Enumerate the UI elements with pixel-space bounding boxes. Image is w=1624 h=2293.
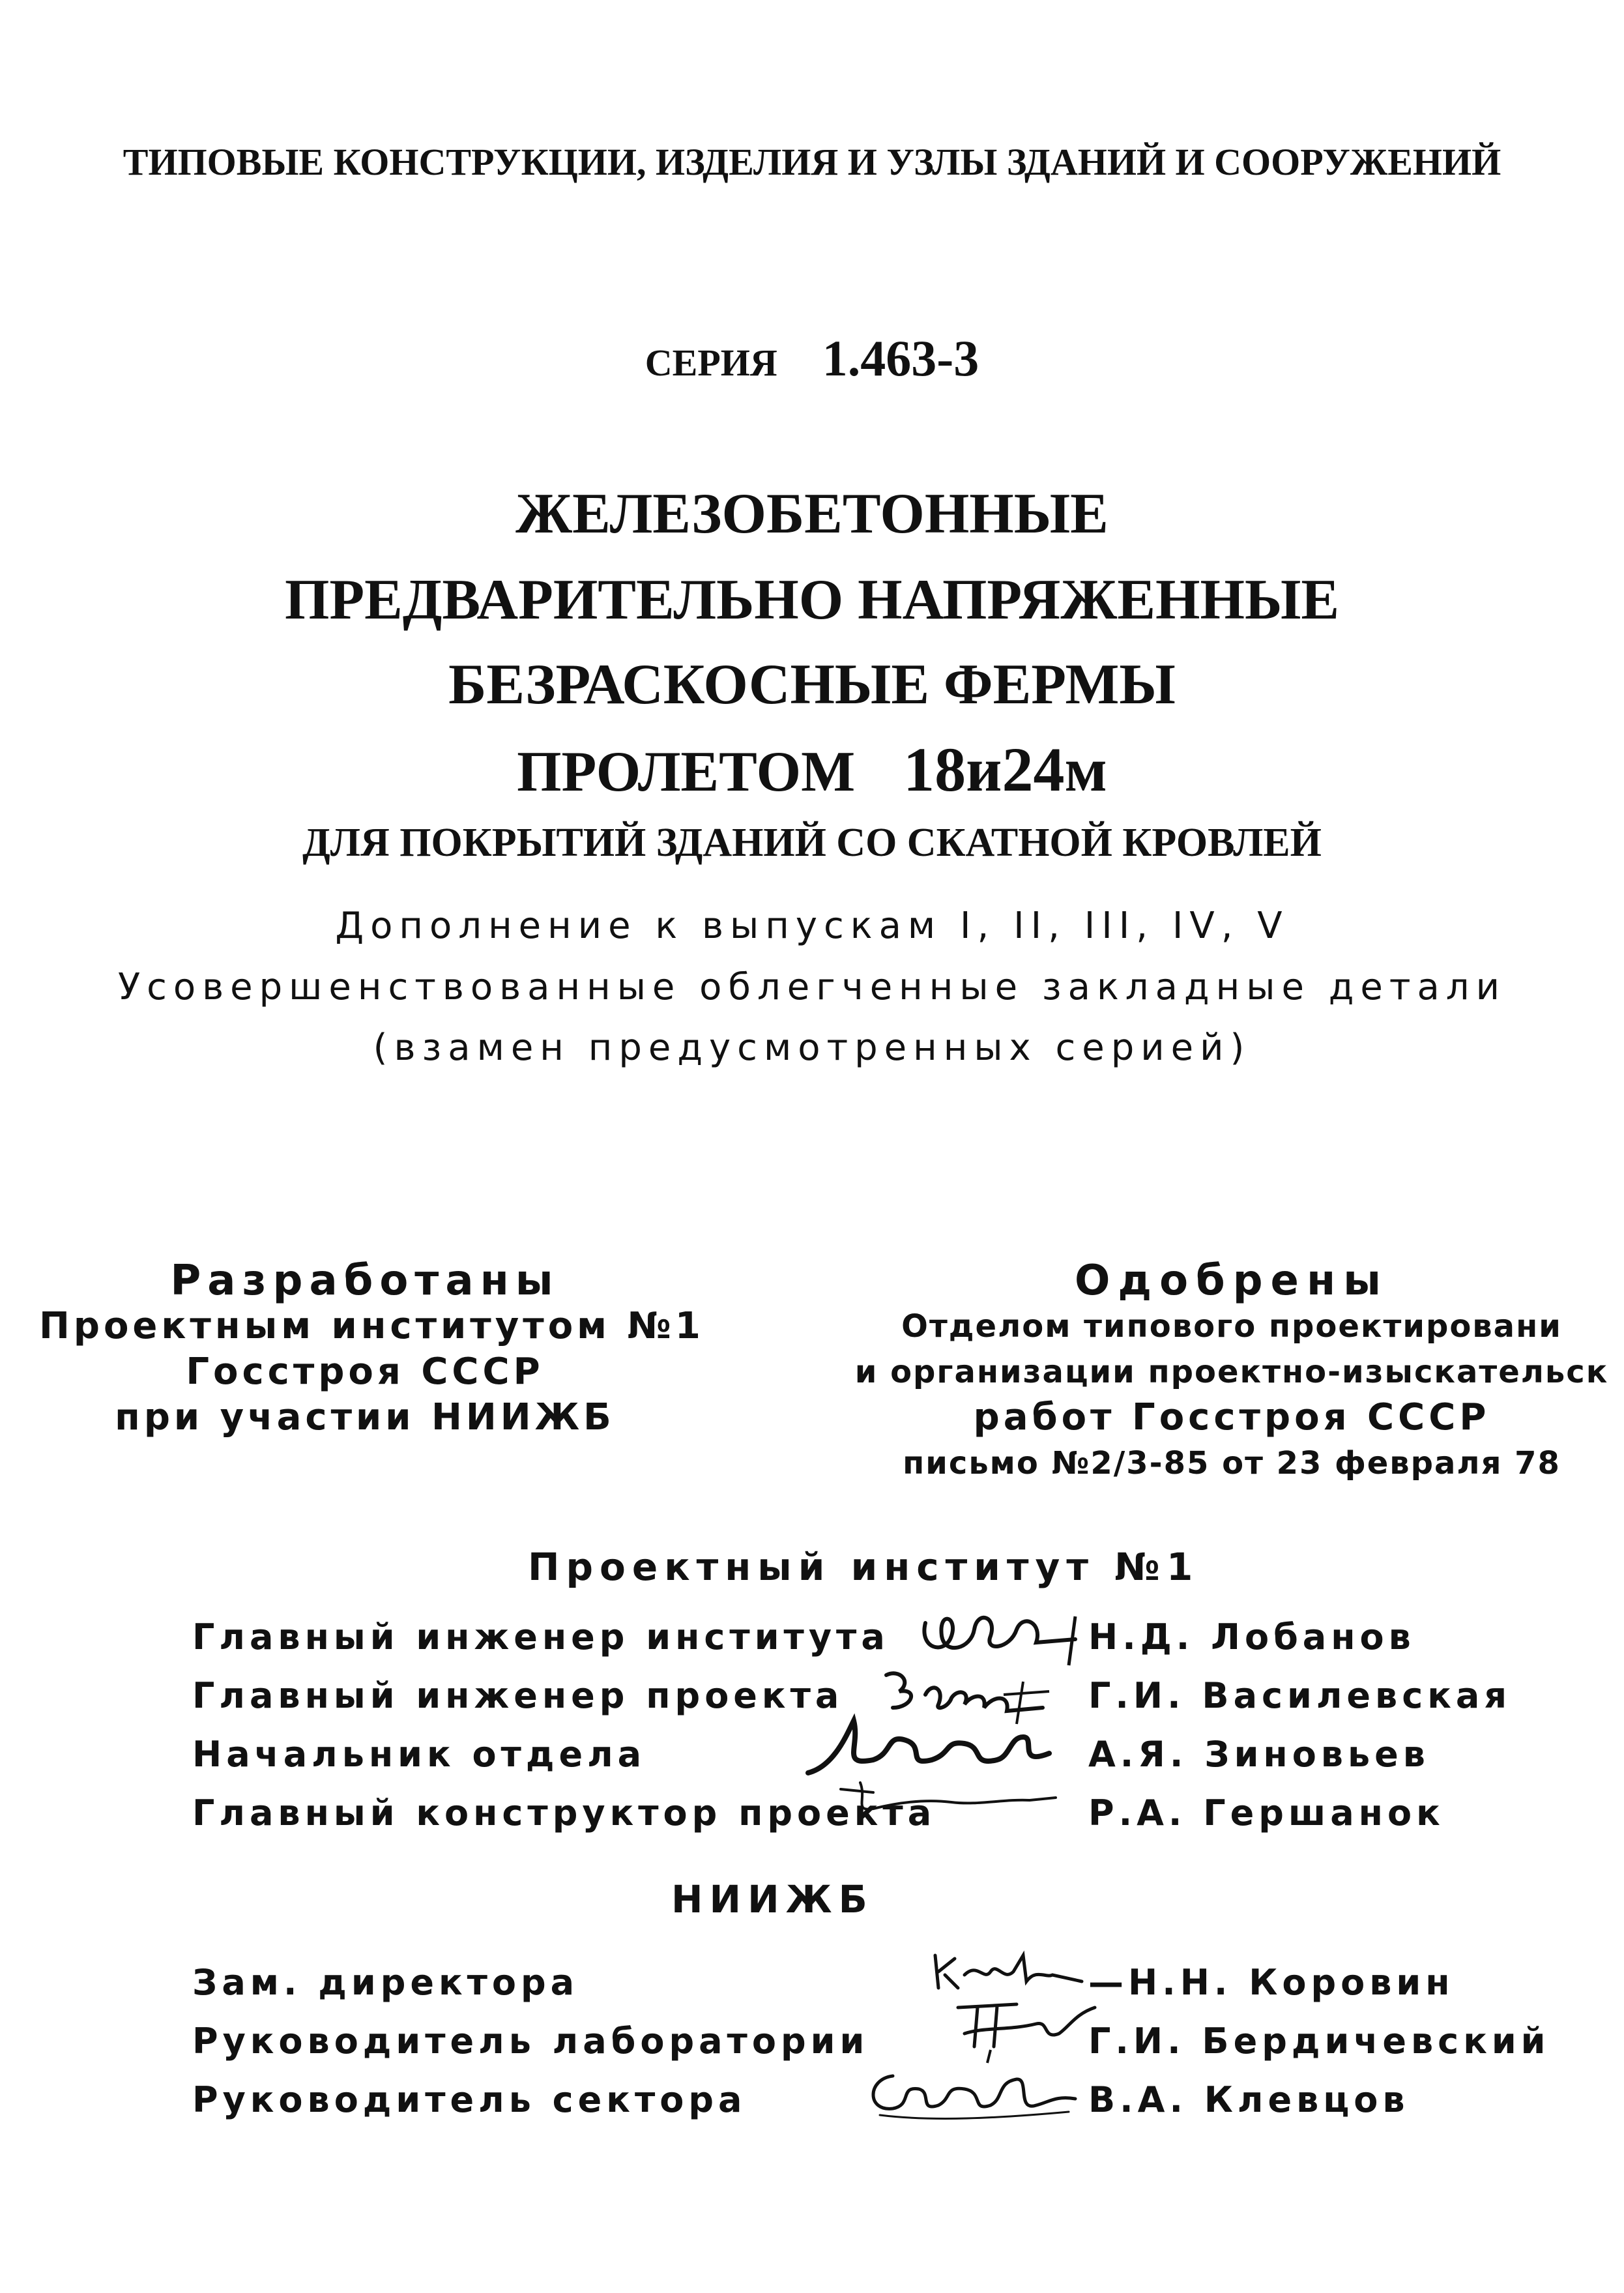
series-label: СЕРИЯ: [645, 342, 777, 384]
title-line-4: [0, 733, 1624, 806]
developed-line-2: Госстроя СССР: [186, 1351, 544, 1393]
institute-name-3: А.Я. Зиновьев: [1088, 1734, 1430, 1775]
developed-line-1: Проектным институтом №1: [39, 1305, 704, 1347]
niizhb-heading: НИИЖБ: [671, 1877, 874, 1921]
institute-role-2: Главный инженер проекта: [192, 1675, 844, 1716]
developed-heading: Разработаны: [170, 1257, 560, 1305]
institute-name-4: Р.А. Гершанок: [1088, 1792, 1445, 1833]
niizhb-role-1: Зам. директора: [192, 1962, 579, 2003]
approved-line-2: и организации проектно-изыскательск: [854, 1354, 1609, 1390]
institute-name-1: Н.Д. Лобанов: [1088, 1616, 1415, 1658]
signature-korovin: [925, 1942, 1088, 2001]
approved-line-4: письмо №2/3-85 от 23 февраля 78: [903, 1445, 1561, 1482]
title-span-value: 18и24м: [903, 735, 1107, 804]
approved-line-3: работ Госстроя СССР: [973, 1396, 1490, 1439]
institute-heading: Проектный институт №1: [528, 1545, 1200, 1589]
supplement-line-3: (взамен предусмотренных серией): [373, 1027, 1251, 1069]
supplement-line-2: Усовершенствованные облегченные закладные детали: [117, 966, 1506, 1008]
signature-berdichevsky: [938, 1994, 1108, 2066]
developed-line-3: при участии НИИЖБ: [115, 1396, 615, 1439]
series-line: [0, 329, 1624, 388]
title-line-4-text: ПРОЛЕТОМ: [517, 740, 856, 804]
title-line-5: ДЛЯ ПОКРЫТИЙ ЗДАНИЙ СО СКАТНОЙ КРОВЛЕЙ: [302, 821, 1322, 865]
niizhb-role-2: Руководитель лаборатории: [192, 2021, 869, 2062]
approved-line-1: Отделом типового проектировани: [901, 1308, 1562, 1345]
signature-klevtsov: [854, 2060, 1088, 2125]
developed-block: [39, 1257, 704, 1440]
signature-gershanok: [834, 1773, 1069, 1818]
title-line-1: ЖЕЛЕЗОБЕТОННЫЕ: [515, 482, 1109, 546]
niizhb-name-1: —Н.Н. Коровин: [1088, 1962, 1455, 2003]
institute-role-4: Главный конструктор проекта: [192, 1792, 936, 1833]
header: ТИПОВЫЕ КОНСТРУКЦИИ, ИЗДЕЛИЯ И УЗЛЫ ЗДАНИЙ И СООРУЖЕНИЙ: [123, 141, 1501, 183]
supplement-line-1: Дополнение к выпускам I, II, III, IV, V: [335, 905, 1289, 947]
institute-role-3: Начальник отдела: [192, 1734, 646, 1775]
approved-block: [847, 1258, 1616, 1486]
title-line-2: ПРЕДВАРИТЕЛЬНО НАПРЯЖЕННЫЕ: [284, 568, 1340, 632]
approved-heading: Одобрены: [1074, 1257, 1389, 1305]
institute-name-2: Г.И. Василевская: [1088, 1675, 1511, 1716]
niizhb-role-3: Руководитель сектора: [192, 2079, 747, 2120]
series-number: 1.463-3: [822, 330, 979, 387]
niizhb-name-3: В.А. Клевцов: [1088, 2079, 1410, 2120]
title-line-3: БЕЗРАСКОСНЫЕ ФЕРМЫ: [448, 653, 1176, 716]
institute-role-1: Главный инженер института: [192, 1616, 890, 1658]
niizhb-name-2: Г.И. Бердичевский: [1088, 2021, 1550, 2062]
